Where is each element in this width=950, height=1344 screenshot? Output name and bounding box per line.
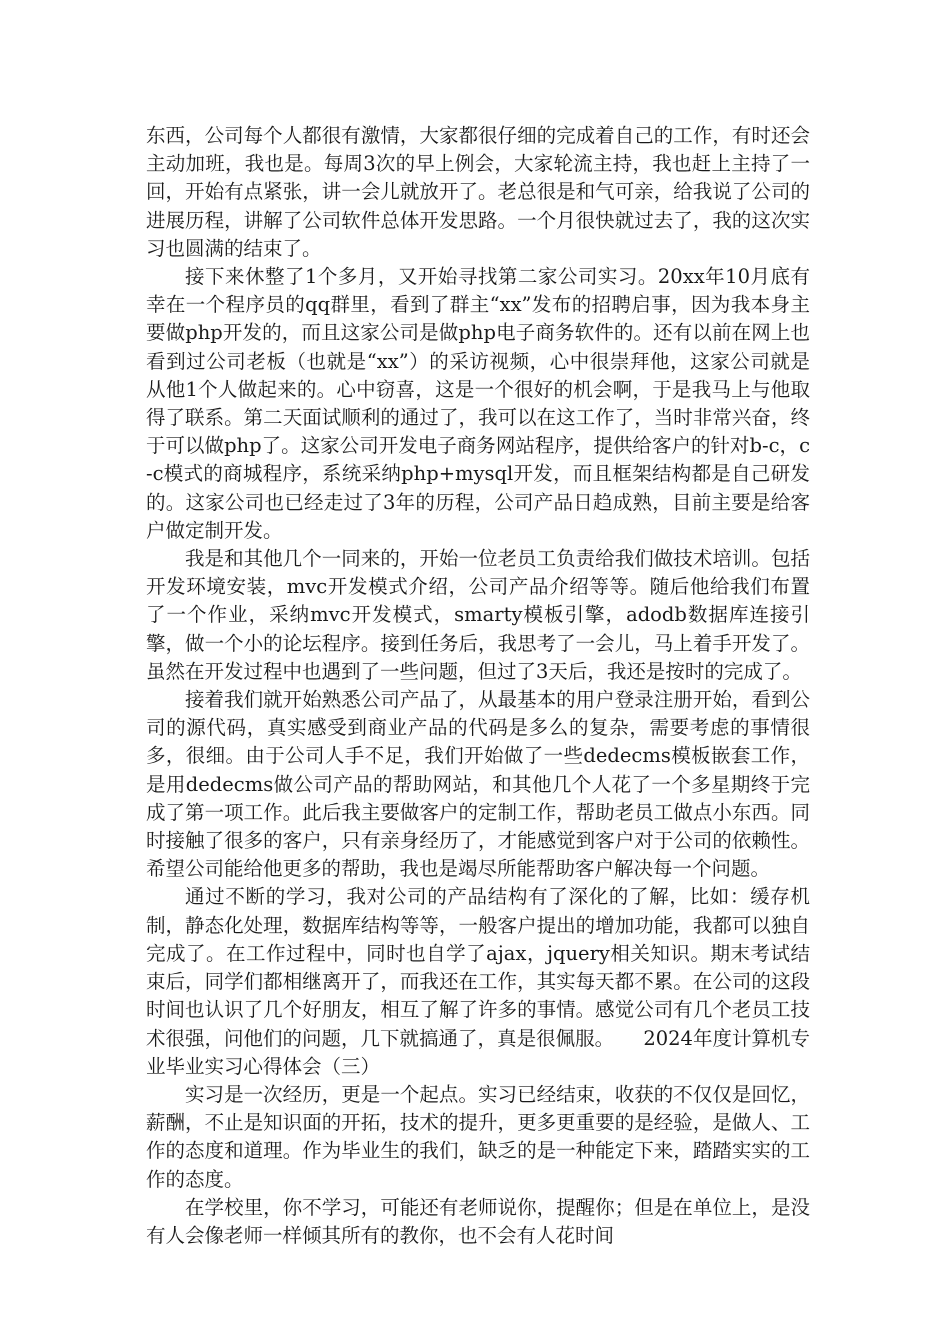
paragraph-6: 实习是一次经历，更是一个起点。实习已经结束，收获的不仅仅是回忆，薪酬，不止是知识面的开拓，技术的提升，更多更重要的是经验，是做人、工作的态度和道理。作为毕业生的我们，缺乏的是一种能定下来，踏踏实实的工作的态度。 <box>146 1082 810 1191</box>
paragraph-1: 东西，公司每个人都很有激情，大家都很仔细的完成着自己的工作，有时还会主动加班，我也是。每周3次的早上例会，大家轮流主持，我也赶上主持了一回，开始有点紧张，讲一会儿就放开了。老总很是和气可亲，给我说了公司的进展历程，讲解了公司软件总体开发思路。一个月很快就过去了，我的这次实习也圆满的结束了。 <box>146 124 810 260</box>
paragraph-7: 在学校里，你不学习，可能还有老师说你，提醒你；但是在单位上，是没有人会像老师一样倾其所有的教你，也不会有人花时间 <box>146 1195 810 1247</box>
paragraph-3: 我是和其他几个一同来的，开始一位老员工负责给我们做技术培训。包括开发环境安装，mvc开发模式介绍，公司产品介绍等等。随后他给我们布置了一个作业，采纳mvc开发模式，smarty模板引擎，adodb数据库连接引擎，做一个小的论坛程序。接到任务后，我思考了一会儿，马上着手开发了。虽然在开发过程中也遇到了一些问题，但过了3天后，我还是按时的完成了。 <box>146 547 810 683</box>
document-page <box>146 122 810 1250</box>
paragraph-5: 通过不断的学习，我对公司的产品结构有了深化的了解，比如：缓存机制，静态化处理，数据库结构等等，一般客户提出的增加功能，我都可以独自完成了。在工作过程中，同时也自学了ajax，jquery相关知识。期末考试结束后，同学们都相继离开了，而我还在工作，其实每天都不累。在公司的这段时间也认识了几个好朋友，相互了解了许多的事情。感觉公司有几个老员工技术很强，问他们的问题，几下就搞通了，真是很佩服。 2024年度计算机专业毕业实习心得体会（三） <box>146 885 810 1078</box>
paragraph-2: 接下来休整了1个多月，又开始寻找第二家公司实习。20xx年10月底有幸在一个程序员的qq群里，看到了群主“xx”发布的招聘启事，因为我本身主要做php开发的，而且这家公司是做php电子商务软件的。还有以前在网上也看到过公司老板（也就是“xx”）的采访视频，心中很崇拜他，这家公司就是从他1个人做起来的。心中窃喜，这是一个很好的机会啊，于是我马上与他取得了联系。第二天面试顺利的通过了，我可以在这工作了，当时非常兴奋，终于可以做php了。这家公司开发电子商务网站程序，提供给客户的针对b-c，c-c模式的商城程序，系统采纳php+mysql开发，而且框架结构都是自己研发的。这家公司也已经走过了3年的历程，公司产品日趋成熟，目前主要是给客户做定制开发。 <box>146 265 810 542</box>
paragraph-4: 接着我们就开始熟悉公司产品了，从最基本的用户登录注册开始，看到公司的源代码，真实感受到商业产品的代码是多么的复杂，需要考虑的事情很多，很细。由于公司人手不足，我们开始做了一些dedecms模板嵌套工作，是用dedecms做公司产品的帮助网站，和其他几个人花了一个多星期终于完成了第一项工作。此后我主要做客户的定制工作，帮助老员工做点小东西。同时接触了很多的客户，只有亲身经历了，才能感觉到客户对于公司的依赖性。希望公司能给他更多的帮助，我也是竭尽所能帮助客户解决每一个问题。 <box>146 688 810 881</box>
